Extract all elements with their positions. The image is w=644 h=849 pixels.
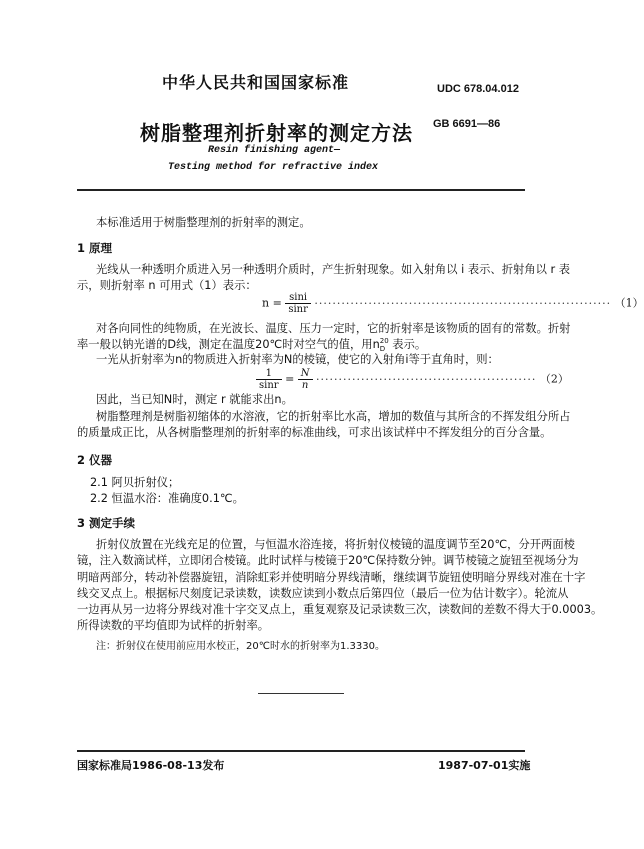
section1-p1-line1: 光线从一种透明介质进入另一种透明介质时，产生折射现象。如入射角以 i 表示、折射角以 r 表 [96,263,571,276]
section1-p5-line1: 树脂整理剂是树脂初缩体的水溶液，它的折射率比水高，增加的数值与其所含的不挥发组分所占 [96,410,571,423]
formula2-right-fraction [298,368,313,391]
formula1-fraction [285,292,311,315]
udc-code: UDC 678.04.012 [437,83,519,95]
formula2-leader-dots: ················································· [316,372,537,386]
formula2-right-numerator: N [298,368,313,380]
section2-item1: 2.1 阿贝折射仪； [90,476,180,489]
formula2-equals: = [285,372,295,386]
formula-2 [256,368,569,391]
formula2-left-numerator: 1 [256,368,282,380]
section1-p5-line2: 的质量成正比，从各树脂整理剂的折射率的标准曲线，可求出该试样中不挥发组分的百分含量。 [77,426,552,439]
footer-rule [77,750,525,752]
section3-line-2: 镜，注入数滴试样，立即闭合棱镜。此时试样与棱镜于20℃保持数分钟。调节棱镜之旋钮至视场分为 [77,554,579,567]
effective-date: 1987-07-01实施 [438,759,531,772]
end-separator [258,693,344,694]
section1-p2-line1: 对各向同性的纯物质，在光波长、温度、压力一定时，它的折射率是该物质的固有的常数。折射 [96,322,571,335]
section3-line-5: 一边再从另一边将分界线对准十字交叉点上，重复观察及记录读数三次，读数间的差数不得大于0.0003。 [77,603,603,616]
section3-line-4: 线交叉点上。根据标尺刻度记录读数，读数应读到小数点后第四位（最后一位为估计数字）。轮流从 [77,587,569,600]
formula2-left-denominator: sinr [259,380,279,391]
header-rule [77,189,525,191]
section1-p1-line2: 示，则折射率 n 可用式（1）表示： [77,279,257,292]
english-title-line1: Resin finishing agent— [208,145,341,156]
notation-superscript: 20 [379,337,389,345]
section3-note: 注：折射仪在使用前应用水校正，20℃时水的折射率为1.3330。 [96,641,385,652]
section3-line-1: 折射仪放置在光线充足的位置，与恒温水浴连接，将折射仪棱镜的温度调节至20℃，分开两面棱 [96,538,575,551]
formula-1 [262,292,644,315]
document-title: 树脂整理剂折射率的测定方法 [140,121,413,145]
national-standard-label: 中华人民共和国国家标准 [162,73,350,92]
formula1-lhs: n = [262,296,282,310]
intro-text: 本标准适用于树脂整理剂的折射率的测定。 [96,216,311,229]
gb-code: GB 6691—86 [433,118,501,130]
section3-line-6: 所得读数的平均值即为试样的折射率。 [77,619,270,632]
notation-subscript: D [379,345,386,353]
formula1-leader-dots: ·································································· [314,296,612,310]
formula1-denominator: sinr [288,304,308,315]
formula2-left-fraction [256,368,282,391]
formula1-tag: （1） [614,296,644,310]
formula1-numerator: sini [285,292,311,304]
issue-date: 国家标准局1986-08-13发布 [77,759,225,772]
formula2-tag: （2） [539,372,569,386]
section1-heading: 1 原理 [77,241,113,255]
section1-p2-line2-tail: 表示。 [388,338,427,351]
section2-heading: 2 仪器 [77,453,113,467]
section3-line-3: 明暗两部分，转动补偿器旋钮，消除虹彩并使明暗分界线清晰，继续调节旋钮使明暗分界线对准在十字 [77,571,586,584]
formula2-right-denominator: n [301,380,309,391]
section2-item2: 2.2 恒温水浴：准确度0.1℃。 [90,492,244,505]
section3-heading: 3 测定手续 [77,516,136,530]
english-title-line2: Testing method for refractive index [168,162,379,173]
section1-p2-line2-text: 率一般以钠光谱的D线，测定在温度20℃时对空气的值，用n [77,338,380,351]
section1-p4: 因此，当已知N时，测定 r 就能求出n。 [96,393,293,406]
section1-p3-line1: 一光从折射率为n的物质进入折射率为N的棱镜，使它的入射角i等于直角时，则： [96,353,499,366]
